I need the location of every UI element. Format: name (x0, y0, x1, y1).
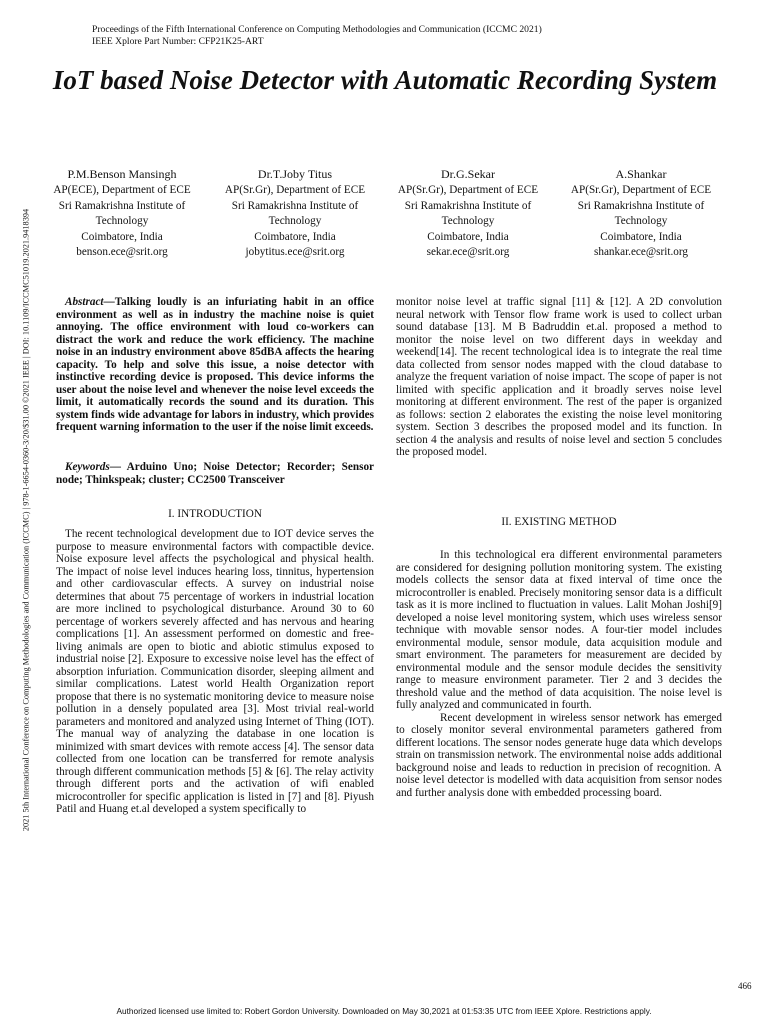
body-paragraph: The recent technological development due to IOT device serves the purpose to measure environmental factors with compactible device. Noise exposure level affects the psychological and physical health. The impact of noise level induces hearing loss, tinnitus, hypertension and other cardiovascular effects. A survey on industrial noise determines that about 75 percentage of workers in industrial location are more inclined to psychological disturbance. Around 30 to 60 percentage of workers severely affected and has nervous and hearing complications [1]. An assessment performed on domestic and free-living animals are open to biotic and abiotic stimulus exposed to industrial noise [2]. Exposure to excessive noise level has the effect of absorption infuriation. Communication disorder, sleeping ailment and similar complications. Latest world Health Organization report propose that there is no systematic monitoring device to measure noise pollution in a densely populated area [3]. Most trivial real-world parameters and monitored and analyzed using Internet of Thing (IOT). The manual way of analyzing the database in one location is minimized with smart devices with remote access [4]. The sensor data collected from one location can be transferred for remote analysis through different communication methods [5] & [6]. The relay activity through different ports and the activation of wifi enabled microcontroller for specific application is listed in [7] and [8]. Piyush Patil and Huang et.al developed a system specifically to (56, 528, 374, 815)
author-institution: Sri Ramakrishna Institute of Technology (577, 199, 705, 228)
author-name: Dr.G.Sekar (441, 167, 495, 181)
part-number-line: IEEE Xplore Part Number: CFP21K25-ART (92, 36, 264, 47)
page-number: 466 (738, 981, 752, 991)
existing-method-body (396, 549, 722, 799)
author-role: AP(ECE), Department of ECE (53, 184, 191, 197)
body-paragraph: In this technological era different environmental parameters are considered for designing pollution monitoring system. The existing models collects the sensor data at fixed interval of time once the microcontroller is enabled. Precisely monitoring sensor data is a difficult task as it is more inclined to fluctuation in values. Lalit Mohan Joshi[9] developed a noise level monitoring system, which uses wireless sensor technique with movable sensor nodes. A four-tier model includes environmental module, sensor module, data acquisition module and smart environment. The parameters for measurement are decided by environmental module and the sensor module decides the sensitivity range to measure environment parameter. Tier 2 and 3 decides the threshold value and the method of data acquisition. The noise level is fully analyzed and communicated in fourth. (396, 549, 723, 711)
author-email: sekar.ece@srit.org (426, 246, 510, 259)
author-name: Dr.T.Joby Titus (257, 167, 333, 181)
author-email: jobytitus.ece@srit.org (245, 246, 345, 259)
author-institution: Sri Ramakrishna Institute of Technology (231, 199, 359, 228)
abstract-text: —Talking loudly is an infuriating habit in an office environment as well as in industry the machine noise is quiet annoying. The office environment with loud co-workers can distract the work and reduce the work efficiency. The machine noise in an industry environment above 85dBA affects the hearing capacity. To help and solve this issue, a noise detector with instinctive recording device is proposed. This device informs the user about the noise level and whenever the noise level exceeds the limit, it automatically records the sound and its duration. This system finds wide advantage for labors in industry, which provides frequent warning information to the user if the noise limit exceeds. (56, 296, 374, 433)
author-email: shankar.ece@srit.org (594, 246, 688, 259)
author-institution: Sri Ramakrishna Institute of Technology (58, 199, 186, 228)
author-block (565, 167, 717, 260)
abstract (56, 296, 374, 434)
introduction-continued (396, 296, 722, 459)
proceedings-line: Proceedings of the Fifth International Conference on Computing Methodologies and Communication (ICCMC 2021) (92, 24, 542, 35)
proceedings-header (92, 24, 542, 48)
paper-title: IoT based Noise Detector with Automatic Recording System (52, 65, 718, 95)
author-name: A.Shankar (615, 167, 667, 181)
keywords (56, 461, 374, 486)
author-institution: Sri Ramakrishna Institute of Technology (404, 199, 532, 228)
author-role: AP(Sr.Gr), Department of ECE (224, 184, 366, 197)
author-city: Coimbatore, India (81, 230, 163, 243)
author-city: Coimbatore, India (427, 230, 509, 243)
introduction-body (56, 528, 374, 816)
section-heading-existing-method: II. EXISTING METHOD (501, 516, 617, 528)
author-city: Coimbatore, India (600, 230, 682, 243)
abstract-paragraph (56, 296, 374, 434)
author-email: benson.ece@srit.org (76, 246, 168, 259)
sidebar-citation-text: 2021 5th International Conference on Computing Methodologies and Communication (ICCMC) | 978-1-6654-0360-3/20/$31.00 ©2021 IEEE | DOI: 10.1109/ICCMC51019.2021.9418394 (21, 208, 31, 832)
author-name: P.M.Benson Mansingh (67, 167, 177, 181)
author-city: Coimbatore, India (254, 230, 336, 243)
author-block (219, 167, 371, 260)
author-block (392, 167, 544, 260)
author-block (46, 167, 198, 260)
keywords-lead: Keywords (65, 461, 110, 473)
section-heading-introduction: I. INTRODUCTION (168, 508, 262, 520)
body-paragraph: monitor noise level at traffic signal [11] & [12]. A 2D convolution neural network with Tensor flow frame work is used to collect urban sound database [13]. M B Badruddin et.al. proposed a method to monitor the noise level on two different days in weekday and weekend[14]. The recent technological idea is to integrate the real time data collected from sensor nodes mapped with the cloud database to analyze the frequent variation of noise impact. The scope of paper is not limited with specific application and it broadly serves noise level monitoring at different environment. The rest of the paper is organized as follows: section 2 elaborates the existing the noise level monitoring system. Section 3 describes the proposed model and its function. In section 4 the analysis and results of noise level and section 5 concludes the proposed model. (396, 296, 722, 458)
license-footer: Authorized licensed use limited to: Robert Gordon University. Downloaded on May 30,2021 at 01:53:35 UTC from IEEE Xplore. Restrictions apply. (116, 1006, 652, 1016)
sidebar-citation (20, 150, 32, 890)
keywords-text: — Arduino Uno; Noise Detector; Recorder; Sensor node; Thinkspeak; cluster; CC2500 Transceiver (56, 461, 374, 486)
body-paragraph: Recent development in wireless sensor network has emerged to closely monitor several environmental parameters gathered from different locations. The sensor nodes generate huge data which develops strain on transmission network. The environmental noise adds additional background noise and leads to reduction in precision of recognition. A noise level detector is modelled with data acquisition from sensor nodes and further analysis done with embedded processing board. (396, 711, 722, 799)
author-role: AP(Sr.Gr), Department of ECE (570, 184, 712, 197)
author-role: AP(Sr.Gr), Department of ECE (397, 184, 539, 197)
abstract-lead: Abstract (65, 296, 104, 308)
